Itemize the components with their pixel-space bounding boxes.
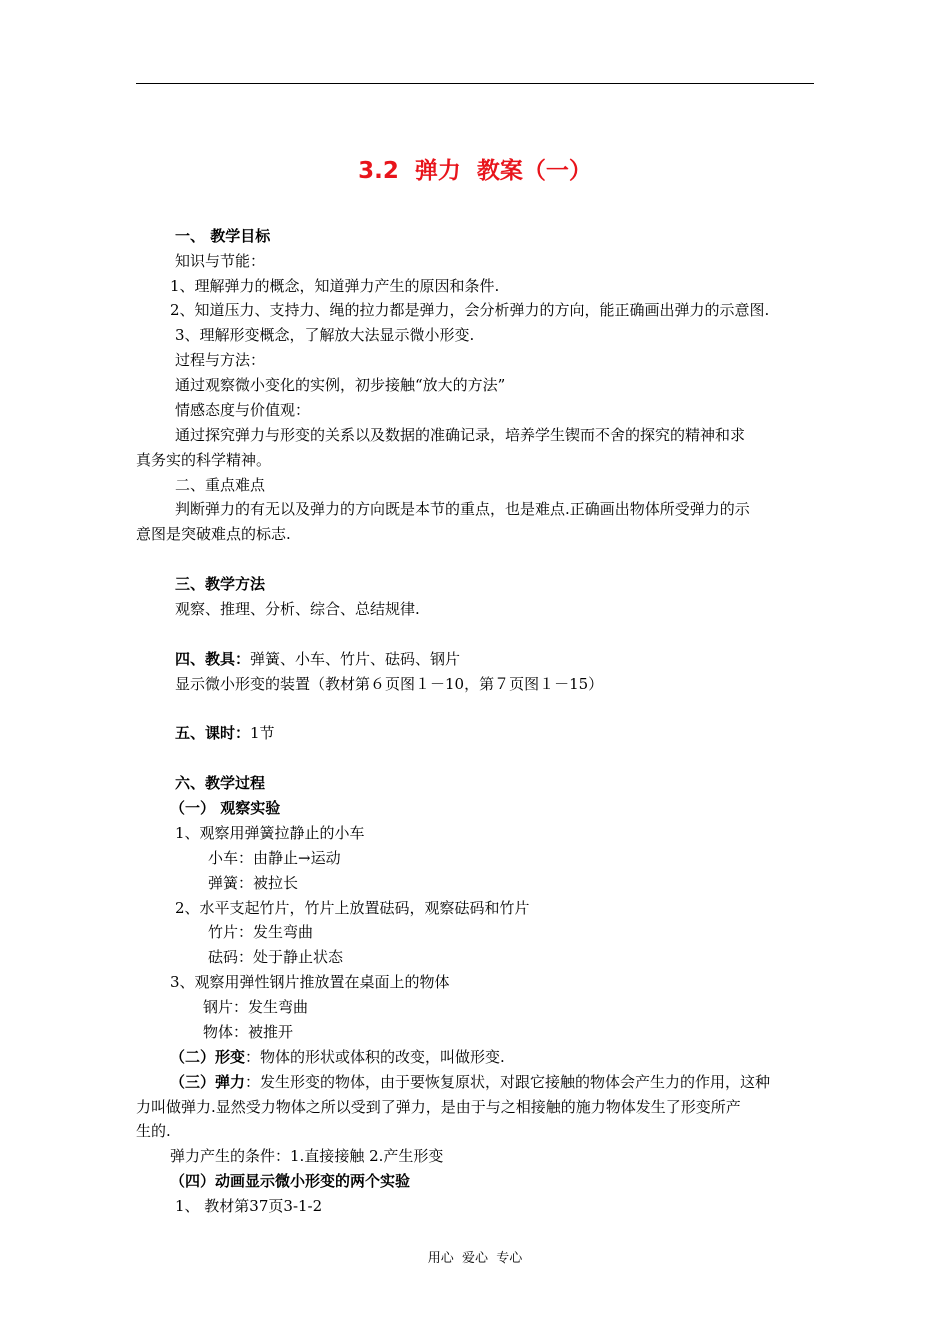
subsection-3-heading: （三）弹力 xyxy=(170,1073,246,1091)
section-1-heading: 一、 教学目标 xyxy=(175,227,271,245)
attitude-text-line-2: 真务实的科学精神。 xyxy=(136,451,272,469)
subsection-4-item-1: 1、 教材第37页3-1-2 xyxy=(175,1197,323,1215)
experiment-3: 3、观察用弹性钢片推放置在桌面上的物体 xyxy=(170,973,450,991)
subsection-2-heading: （二）形变 xyxy=(170,1048,246,1066)
process-text: 通过观察微小变化的实例，初步接触“放大的方法” xyxy=(175,376,506,394)
experiment-2-observation-b: 砝码：处于静止状态 xyxy=(208,948,344,966)
section-4-line-1 xyxy=(175,649,460,669)
subsection-3-line-2: 力叫做弹力.显然受力物体之所以受到了弹力，是由于与之相接触的施力物体发生了形变所产 xyxy=(136,1098,741,1116)
experiment-2: 2、水平支起竹片，竹片上放置砝码，观察砝码和竹片 xyxy=(175,899,530,917)
section-2-text-line-1: 判断弹力的有无以及弹力的方向既是本节的重点，也是难点.正确画出物体所受弹力的示 xyxy=(175,500,750,518)
section-5-value: 1节 xyxy=(250,724,275,742)
experiment-3-observation-a: 钢片：发生弯曲 xyxy=(203,998,309,1016)
experiment-3-observation-b: 物体：被推开 xyxy=(203,1023,294,1041)
knowledge-item-1: 1、理解弹力的概念，知道弹力产生的原因和条件. xyxy=(170,277,500,295)
attitude-text-line-1: 通过探究弹力与形变的关系以及数据的准确记录，培养学生锲而不舍的探究的精神和求 xyxy=(175,426,746,444)
section-3-heading: 三、教学方法 xyxy=(175,575,266,593)
section-2-text-line-2: 意图是突破难点的标志. xyxy=(136,525,291,543)
experiment-1: 1、观察用弹簧拉静止的小车 xyxy=(175,824,365,842)
experiment-1-observation-a: 小车：由静止→运动 xyxy=(208,849,341,867)
knowledge-item-2: 2、知道压力、支持力、绳的拉力都是弹力，会分析弹力的方向，能正确画出弹力的示意图. xyxy=(170,301,770,319)
experiment-1-observation-b: 弹簧：被拉长 xyxy=(208,874,299,892)
knowledge-label: 知识与节能： xyxy=(175,252,266,270)
process-label: 过程与方法： xyxy=(175,351,266,369)
subsection-2-text: ：物体的形状或体积的改变，叫做形变. xyxy=(245,1048,505,1066)
section-4-items: 弹簧、小车、竹片、砝码、钢片 xyxy=(250,650,461,668)
page-footer: 用心 爱心 专心 xyxy=(427,1251,523,1266)
experiment-2-observation-a: 竹片：发生弯曲 xyxy=(208,923,314,941)
subsection-3-text: ：发生形变的物体，由于要恢复原状，对跟它接触的物体会产生力的作用，这种 xyxy=(245,1073,771,1091)
section-5-line xyxy=(175,723,275,743)
subsection-2-line xyxy=(170,1047,505,1067)
elastic-force-conditions: 弹力产生的条件：1.直接接触 2.产生形变 xyxy=(170,1147,444,1165)
section-4-line-2: 显示微小形变的装置（教材第６页图１－10，第７页图１－15） xyxy=(175,675,604,693)
section-6-heading: 六、教学过程 xyxy=(175,774,266,792)
subsection-3-line-3: 生的. xyxy=(136,1122,171,1140)
subsection-1-heading: （一） 观察实验 xyxy=(170,799,281,817)
section-2-heading: 二、重点难点 xyxy=(175,476,266,494)
subsection-4-heading: （四）动画显示微小形变的两个实验 xyxy=(170,1172,411,1190)
attitude-label: 情感态度与价值观： xyxy=(175,401,311,419)
header-rule xyxy=(136,83,814,84)
page-title: 3.2 弹力 教案（一） xyxy=(358,158,592,184)
section-5-heading: 五、课时： xyxy=(175,724,251,742)
section-4-heading: 四、教具： xyxy=(175,650,251,668)
section-3-text: 观察、推理、分析、综合、总结规律. xyxy=(175,600,420,618)
knowledge-item-3: 3、理解形变概念，了解放大法显示微小形变. xyxy=(175,326,475,344)
subsection-3-line-1 xyxy=(170,1072,770,1092)
